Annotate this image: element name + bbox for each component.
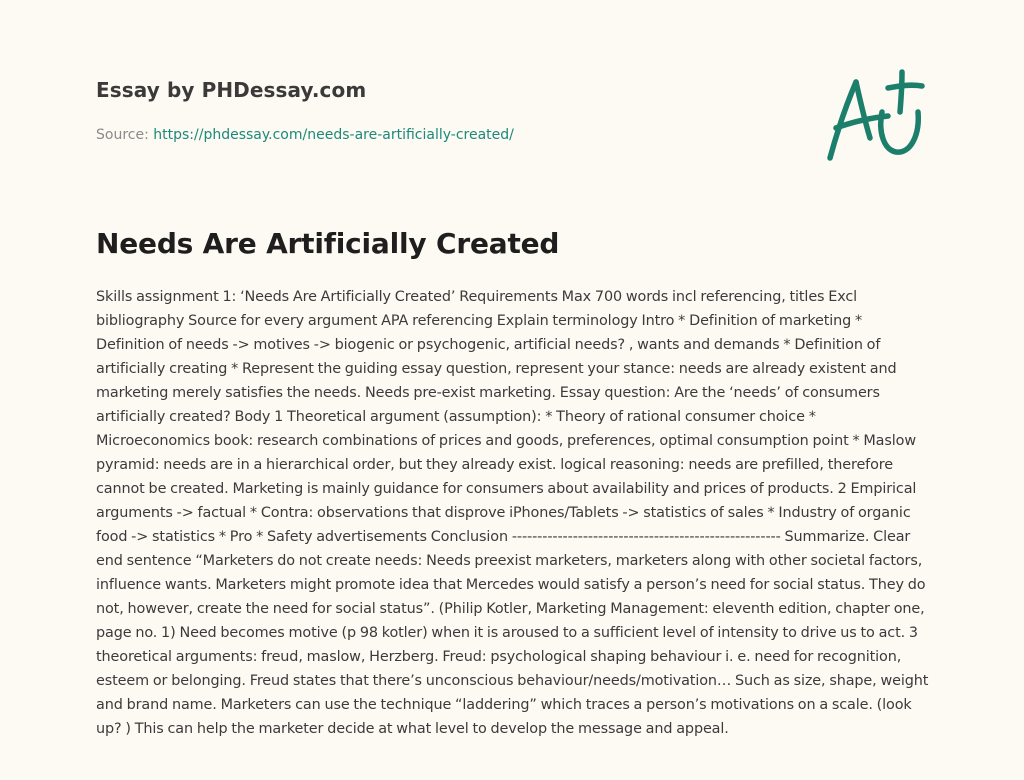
source-line: [96, 125, 796, 145]
a-plus-logo-icon: [822, 66, 928, 166]
page-title: Needs Are Artificially Created: [96, 227, 560, 260]
brand-title: Essay by PHDessay.com: [96, 78, 367, 102]
site-header: [96, 74, 796, 145]
essay-body: Skills assignment 1: ‘Needs Are Artificially Created’ Requirements Max 700 words incl referencing, titles Excl bibliography Source for every argument APA referencing Explain terminology Intro * Definition of marketing * Definition of needs -> motives -> biogenic or psychogenic, artificial needs? , wants and demands * Definition of artificially creating * Represent the guiding essay question, represent your stance: needs are already existent and marketing merely satisfies the needs. Needs pre-exist marketing. Essay question: Are the ‘needs’ of consumers artificially created? Body 1 Theoretical argument (assumption): * Theory of rational consumer choice * Microeconomics book: research combinations of prices and goods, preferences, optimal consumption point * Maslow pyramid: needs are in a hierarchical order, but they already exist. logical reasoning: needs are prefilled, therefore cannot be created. Marketing is mainly guidance for consumers about availability and prices of products. 2 Empirical arguments -> factual * Contra: observations that disprove iPhones/Tablets -> statistics of sales * Industry of organic food -> statistics * Pro * Safety advertisements Conclusion ----------------------------------------------------- Summarize. Clear end sentence “Marketers do not create needs: Needs preexist marketers, marketers along with other societal factors, influence wants. Marketers might promote idea that Mercedes would satisfy a person’s need for social status. They do not, however, create the need for social status”. (Philip Kotler, Marketing Management: eleventh edition, chapter one, page no. 1) Need becomes motive (p 98 kotler) when it is aroused to a sufficient level of intensity to drive us to act. 3 theoretical arguments: freud, maslow, Herzberg. Freud: psychological shaping behaviour i. e. need for recognition, esteem or belonging. Freud states that there’s unconscious behaviour/needs/motivation… Such as size, shape, weight and brand name. Marketers can use the technique “laddering” which traces a person’s motivations on a scale. (look up? ) This can help the marketer decide at what level to develop the message and appeal.: [96, 289, 929, 737]
source-link[interactable]: https://phdessay.com/needs-are-artificially-created/: [153, 127, 514, 143]
source-label: Source:: [96, 127, 154, 143]
